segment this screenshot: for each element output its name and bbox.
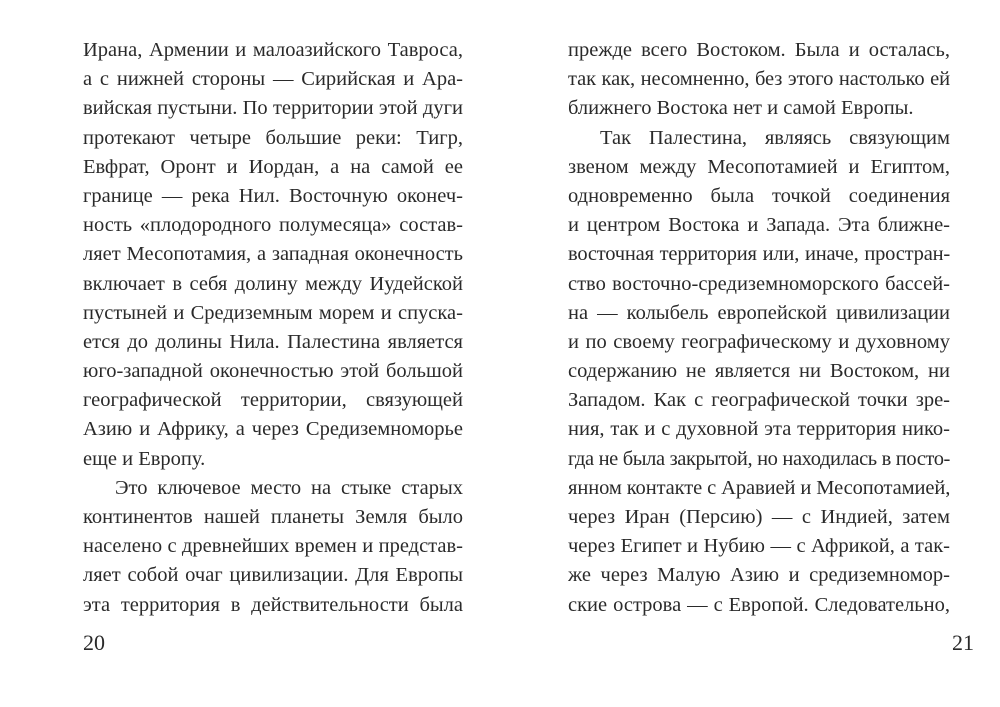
text-line: еще и Европу. bbox=[83, 447, 206, 470]
text-line: и центром Востока и Запада. Эта ближне- bbox=[568, 214, 950, 237]
text-line: ство восточно-средиземноморского бассей- bbox=[568, 272, 950, 295]
text-line: Азию и Африку, а через Средиземноморье bbox=[83, 418, 463, 441]
text-line: Западом. Как с географической точки зре- bbox=[568, 389, 950, 412]
text-line: янном контакте с Аравией и Месопотамией, bbox=[568, 476, 950, 499]
text-line: границе — река Нил. Восточную оконеч- bbox=[83, 184, 463, 207]
text-line: эта территория в действительности была bbox=[83, 593, 463, 616]
text-line: ближнего Востока нет и самой Европы. bbox=[568, 97, 914, 120]
text-line: через Иран (Персию) — с Индией, затем bbox=[568, 506, 950, 528]
text-line: восточная территория или, иначе, простран- bbox=[568, 243, 950, 266]
text-line: ляет Месопотамия, а западная оконечность bbox=[83, 243, 463, 266]
text-line: юго-западной оконечностью этой большой bbox=[83, 360, 463, 383]
text-line: вийская пустыни. По территории этой дуги bbox=[83, 97, 463, 120]
right-page-text bbox=[568, 36, 950, 620]
left-page-text bbox=[83, 36, 463, 620]
text-line: так как, несомненно, без этого настолько ей bbox=[568, 68, 950, 91]
right-page bbox=[500, 0, 1000, 707]
text-line: Евфрат, Оронт и Иордан, а на самой ее bbox=[83, 155, 463, 178]
text-line: содержанию не является ни Востоком, ни bbox=[568, 360, 950, 383]
text-line: населено с древнейших времен и представ- bbox=[83, 535, 463, 558]
text-line: одновременно была точкой соединения bbox=[568, 184, 950, 207]
text-line: географической территории, связующей bbox=[83, 389, 463, 412]
text-line: а с нижней стороны — Сирийская и Ара- bbox=[83, 68, 463, 91]
text-line: ляет собой очаг цивилизации. Для Европы bbox=[83, 564, 463, 587]
paragraph-first-line: Это ключевое место на стыке старых bbox=[115, 476, 463, 499]
text-line: включает в себя долину между Иудейской bbox=[83, 272, 463, 295]
text-line: пустыней и Средиземным морем и спуска- bbox=[83, 301, 463, 324]
text-line: ния, так и с духовной эта территория нико- bbox=[568, 418, 950, 441]
text-line: и по своему географическому и духовному bbox=[568, 330, 950, 353]
text-line: протекают четыре большие реки: Тигр, bbox=[83, 126, 463, 149]
text-line: гда не была закрытой, но находилась в посто- bbox=[568, 447, 950, 470]
page-number: 20 bbox=[83, 630, 105, 655]
text-line: прежде всего Востоком. Была и осталась, bbox=[568, 39, 950, 61]
page-number: 21 bbox=[952, 630, 974, 655]
text-line: Ирана, Армении и малоазийского Тавроса, bbox=[83, 39, 463, 61]
text-line: ские острова — с Европой. Следовательно, bbox=[568, 593, 950, 616]
text-line: звеном между Месопотамией и Египтом, bbox=[568, 155, 950, 178]
text-line: же через Малую Азию и средиземномор- bbox=[568, 564, 950, 587]
text-line: континентов нашей планеты Земля было bbox=[83, 506, 463, 528]
text-line: ность «плодородного полумесяца» состав- bbox=[83, 214, 463, 237]
text-line: на — колыбель европейской цивилизации bbox=[568, 301, 950, 324]
text-line: ется до долины Нила. Палестина является bbox=[83, 330, 463, 353]
text-line: через Египет и Нубию — с Африкой, а так- bbox=[568, 535, 950, 558]
paragraph-first-line: Так Палестина, являясь связующим bbox=[600, 126, 950, 149]
